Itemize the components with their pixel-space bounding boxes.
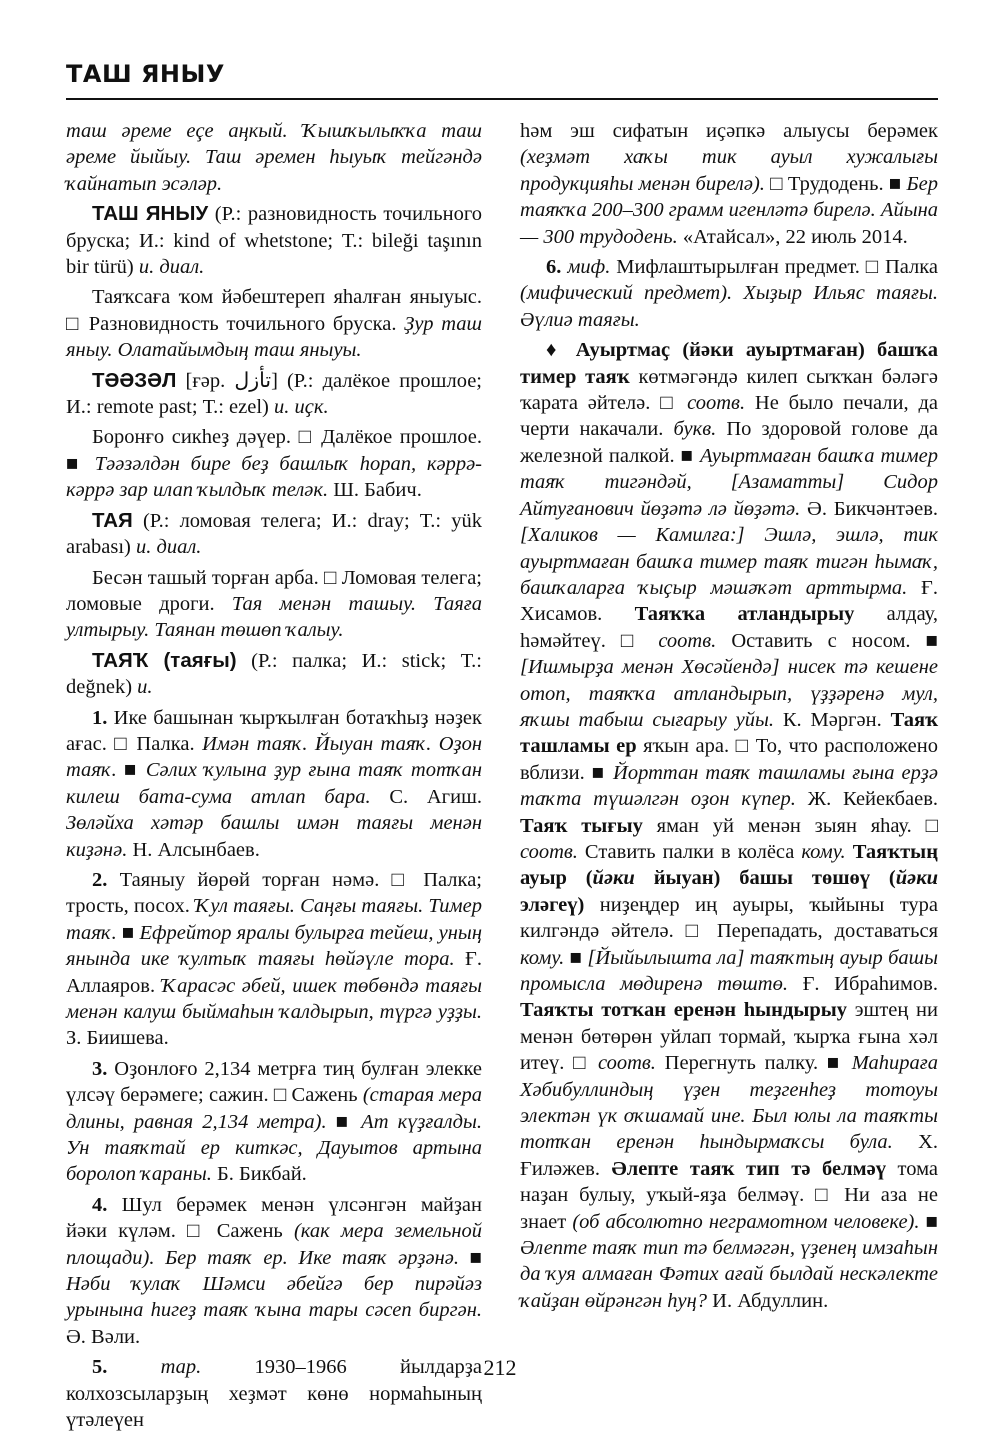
dictionary-paragraph: Боронғо сикһеҙ дәүер. □ Далёкое прошлое. ■ Тәәзәлдән бире беҙ башлыҡ һорап, кәррә-кәррә зар илап ҡылдыҡ теләк. Ш. Бабич. (66, 426, 482, 502)
dictionary-paragraph: 6. миф. Мифлаштырылған предмет. □ Палка (мифический предмет). Хыҙыр Ильяс таяғы. Әүлиә таяғы. (520, 256, 939, 331)
dictionary-paragraph: 3. Оҙонлоғо 2,134 метрға тиң булған элекке үлсәү берәмеге; сажин. □ Сажень (старая мера длины, равная 2,134 метра). ■ Ат күҙғалды. Ун таяҡтай ер киткәс, Дауытов артына боролоп ҡараны. Б. Бикбай. (66, 1057, 482, 1186)
dictionary-paragraph: ТАЯ (Р.: ломовая телега; И.: dray; Т.: yük arabası) и. диал. (66, 508, 482, 559)
dictionary-paragraph: һәм эш сифатын иҫәпкә алыусы берәмек (хеҙмәт хаҡы тик ауыл хужалығы продукцияһы менән бирелә). □ Трудодень. ■ Бер таяҡҡа 200–300 грамм игенләтә бирелә. Айына — 300 трудодень. «Атайсал», 22 июль 2014. (520, 120, 938, 248)
dictionary-paragraph: ТАШ ЯНЫУ (Р.: разновидность точильного бруска; И.: kind of whetstone; Т.: bileği taşının bir türü) и. диал. (66, 202, 482, 279)
dictionary-paragraph: 1. Ике башынан ҡырҡылған ботаҡһыҙ нәҙек ағас. □ Палка. Имән таяҡ. Йыуан таяҡ. Оҙон таяҡ. ■ Сәлих ҡулына ҙур ғына таяҡ тотҡан килеш бата-сума атлап бара. С. Агиш. Зөләйха хәтәр башлы имән таяғы менән киҙәнә. Н. Алсынбаев. (66, 706, 482, 861)
page-number: 212 (483, 1355, 517, 1380)
right-column (520, 118, 938, 1318)
dictionary-paragraph: ТӘӘЗӘЛ [ғәр. تأزل] (Р.: далёкое прошлое; И.: remote past; Т.: ezel) и. иҫк. (66, 368, 482, 419)
dictionary-paragraph: таш әреме еçе аңкый. Ҡышҡылыҡҡа таш әреме йыйыу. Таш әремен һыуыҡ тейгәндә ҡайнатып эсәләр. (66, 120, 482, 195)
dictionary-paragraph: 2. Таяныу йөрөй торған нәмә. □ Палка; трость, посох. Ҡул таяғы. Саңғы таяғы. Тимер таяҡ. ■ Ефрейтор яралы булырға тейеш, уның янында ике ҡултыҡ таяғы һөйәүле тора. Ғ. Аллаяров. Ҡарасәс әбей, ишек төбөндә таяғы менән калуш быймаһын ҡалдырып, түргә уҙҙы. З. Биишева. (66, 868, 482, 1050)
running-title: ТАШ ЯНЫУ (66, 60, 225, 88)
dictionary-paragraph: 5. тар. 1930–1966 йылдарҙа колхозсыларҙың хеҙмәт көнө нормаһының үтәлеүен (66, 1356, 483, 1432)
dictionary-paragraph: ТАЯҠ (таяғы) (Р.: палка; И.: stick; Т.: değnek) и. (66, 648, 483, 699)
dictionary-paragraph: 4. Шул берәмек менән үлсәнгән майҙан йәки күләм. □ Сажень (как мера земельной площади). Бер таяҡ ер. Ике таяҡ әрҙәнә. ■ Нәби ҡулаҡ Шәмси әбейгә бер пирәйәз урынына һигеҙ таяҡ ҡына тары сәсеп биргән. Ә. Вәли. (66, 1193, 483, 1348)
header-rule (66, 98, 938, 100)
dictionary-paragraph: ♦ Ауыртмаҫ (йәки ауыртмаған) башҡа тимер таяҡ көтмәгәндә килеп сыҡҡан бәләгә ҡарата әйтелә. □ соотв. Не было печали, да черти накачали. букв. По здоровой голове да железной палкой. ■ Ауыртмаған башҡа тимер таяҡ тигәндәй, [Азаматты] Сидор Айтуғанович йөҙәтә лә йөҙәтә. Ә. Бикчәнтәев. [Халиков — Камилға:] Эшлә, эшлә, тик ауыртмаған башҡа тимер таяҡ тигән һымаҡ, башҡаларға ҡыҫыр мәшәҡәт арттырма. Ғ. Хисамов. Таяҡҡа атландырыу алдау, һәмәйтеү. □ соотв. Оставить с носом. ■ [Ишмырҙа менән Хөсәйендә] нисек тә кешене отоп, таяҡҡа атландырып, үҙҙәренә мул, яҡшы табыш сығарыу уйы. К. Мәргән. Таяҡ ташламы ер яҡын ара. □ То, что расположено вблизи. ■ Йорттан таяҡ ташламы ғына ерҙә таҡта түшәлгән оҙон күпер. Ж. Кейекбаев. Таяҡ тығыу яман уй менән зыян яһау. □ соотв. Ставить палки в колёса кому. Таяҡтың ауыр (йәки йыуан) башы төшөү (йәки эләгеү) ниҙеңдер иң ауыры, ҡыйыны тура килгәндә әйтелә. □ Перепадать, доставаться кому. ■ [Йыйылышта ла] таяҡтың ауыр башы промысла мөдиренә төштө. Ғ. Ибраһимов. Таяҡты тотҡан еренән һындырыу эштең ни менән бөтөрөн уйлап тормай, ҡырҡа ғына хәл итеү. □ соотв. Перегнуть палку. ■ Маһираға Хәбибуллиндың үҙен теҙгенһеҙ тотоуы электән үк оҡшамай ине. Был юлы ла таяҡты тотҡан еренән һындырмаҡсы була. Х. Ғиләжев. Әлепте таяҡ тип тә белмәү тома наҙан булыу, уҡый-яҙа белмәү. □ Ни аза не знает (об абсолютно неграмотном человеке). ■ Әлепте таяҡ тип тә белмәгән, үҙенең имзаһын да ҡуя алмаған Фәтих ағай былдай нескәлекте ҡайҙан өйрәнгән һуң? И. Абдуллин. (520, 339, 939, 1312)
left-column (66, 118, 482, 1438)
dictionary-paragraph: Бесән ташый торған арба. □ Ломовая телега; ломовые дроги. Тая менән ташыу. Таяға ултырыу. Таянан төшөп ҡалыу. (66, 566, 482, 642)
dictionary-paragraph: Таяҡсаға ҡом йәбештереп яһалған яныуыс. □ Разновидность точильного бруска. Ҙур таш яныу. Олатайымдың таш яныуы. (66, 286, 482, 362)
